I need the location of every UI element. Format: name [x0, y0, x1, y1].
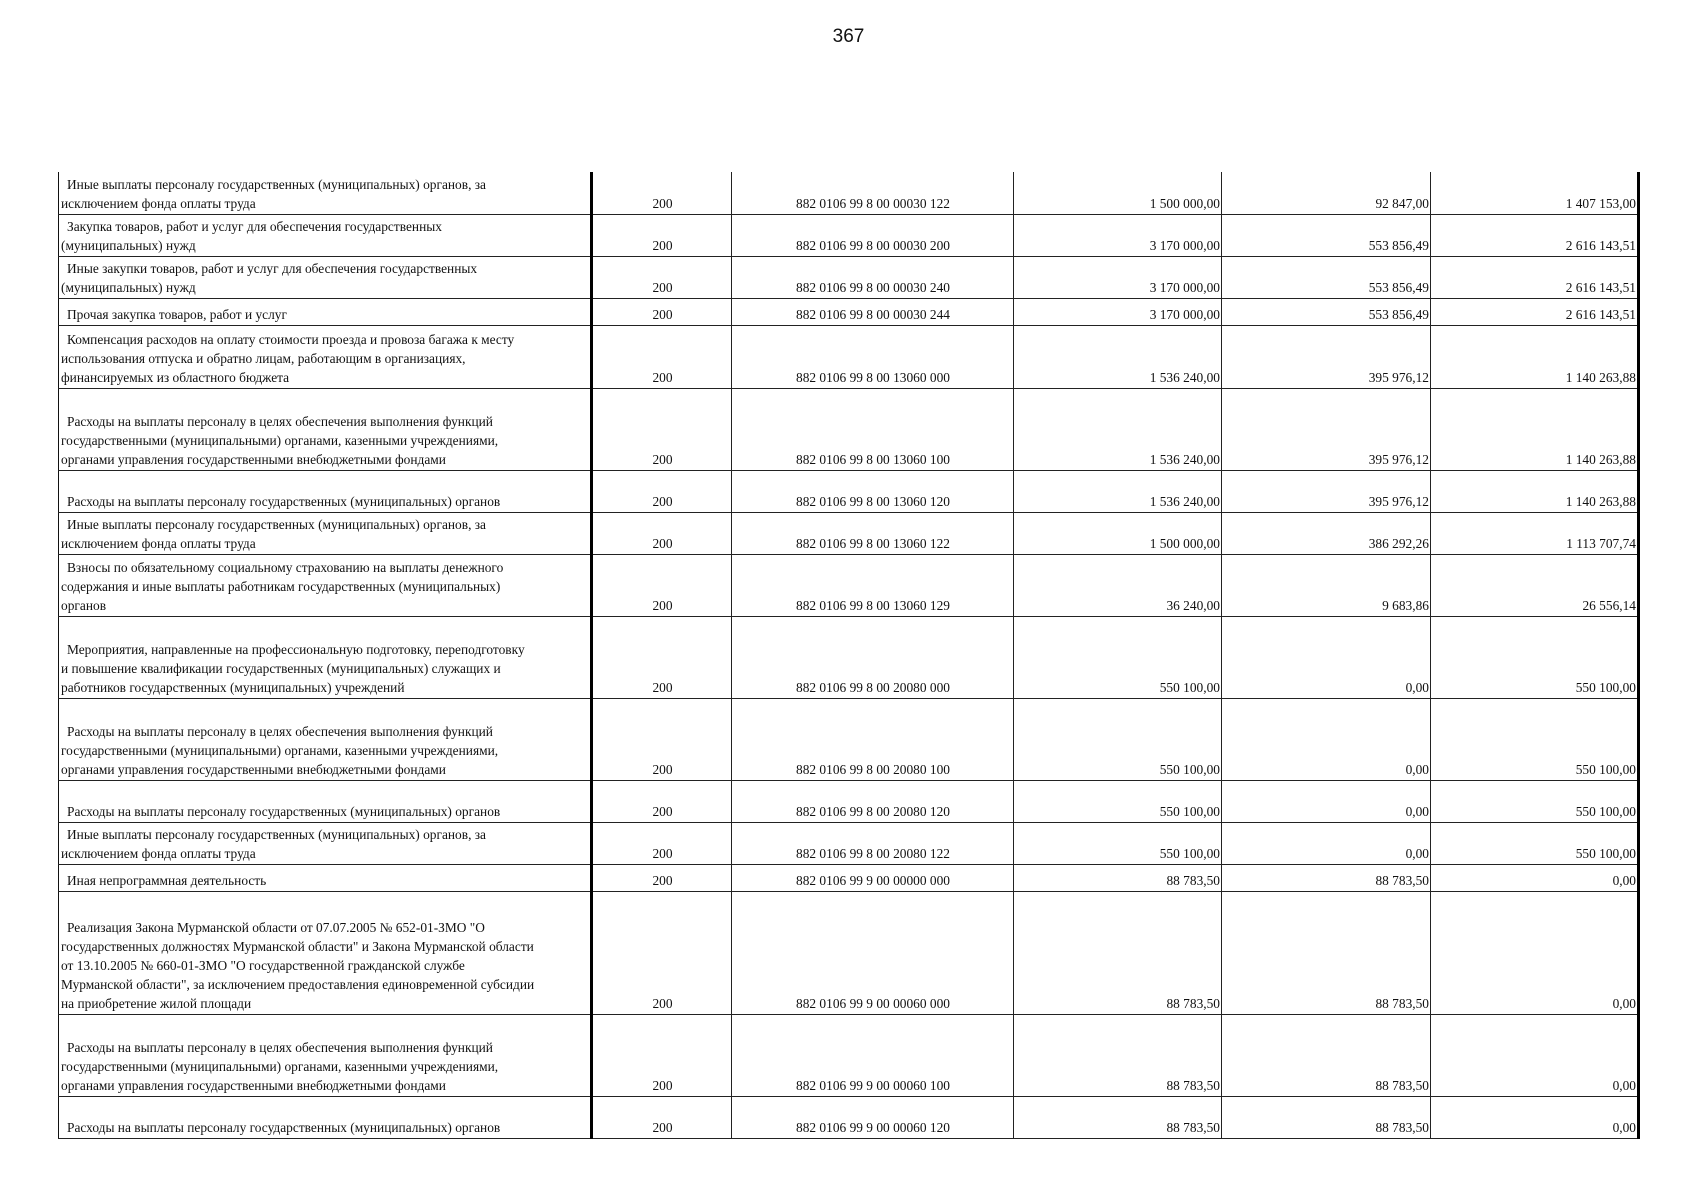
table-row — [59, 1014, 1639, 1096]
row-name-line: государственными (муниципальными) органами, казенными учреждениями, — [61, 742, 499, 758]
row-name-line: использования отпуска и обратно лицам, работающим в организациях, — [61, 350, 466, 366]
row-classification-cell: 882 0106 99 9 00 00060 120 — [732, 1096, 1014, 1138]
row-name-line: (муниципальных) нужд — [61, 279, 196, 295]
table-row — [59, 554, 1639, 616]
row-executed-cell: 9 683,86 — [1222, 554, 1431, 616]
row-unexecuted-cell: 550 100,00 — [1431, 780, 1639, 822]
row-executed-cell: 88 783,50 — [1222, 864, 1431, 891]
row-executed-cell: 395 976,12 — [1222, 470, 1431, 512]
row-unexecuted-cell: 550 100,00 — [1431, 698, 1639, 780]
row-code-cell: 200 — [592, 822, 732, 864]
row-executed-cell: 386 292,26 — [1222, 512, 1431, 554]
row-name-line: органами управления государственными внебюджетными фондами — [61, 761, 446, 777]
row-name-line: от 13.10.2005 № 660-01-ЗМО "О государственной гражданской службе — [61, 957, 465, 973]
row-executed-cell: 92 847,00 — [1222, 172, 1431, 214]
row-name-line: Компенсация расходов на оплату стоимости проезда и провоза багажа к месту — [67, 331, 515, 347]
row-executed-cell: 395 976,12 — [1222, 388, 1431, 470]
row-approved-cell: 1 500 000,00 — [1014, 172, 1222, 214]
row-executed-cell: 0,00 — [1222, 698, 1431, 780]
table-row — [59, 698, 1639, 780]
row-code-cell: 200 — [592, 325, 732, 388]
row-approved-cell: 36 240,00 — [1014, 554, 1222, 616]
row-name-line: Иные закупки товаров, работ и услуг для обеспечения государственных — [67, 260, 478, 276]
row-name-line: и повышение квалификации государственных (муниципальных) служащих и — [61, 660, 501, 676]
row-name-line: органами управления государственными внебюджетными фондами — [61, 451, 446, 467]
row-name-line: исключением фонда оплаты труда — [61, 845, 256, 861]
row-classification-cell: 882 0106 99 8 00 00030 122 — [732, 172, 1014, 214]
row-name-line: Расходы на выплаты персоналу государственных (муниципальных) органов — [67, 803, 501, 819]
row-name-cell — [59, 298, 592, 325]
table-row — [59, 616, 1639, 698]
row-name-line: Расходы на выплаты персоналу в целях обеспечения выполнения функций — [67, 723, 493, 739]
row-name-line: Расходы на выплаты персоналу государственных (муниципальных) органов — [67, 493, 501, 509]
table-row — [59, 822, 1639, 864]
row-approved-cell: 1 536 240,00 — [1014, 388, 1222, 470]
row-name-cell — [59, 780, 592, 822]
row-approved-cell: 88 783,50 — [1014, 1014, 1222, 1096]
table-row — [59, 214, 1639, 256]
table-row — [59, 298, 1639, 325]
row-name-cell — [59, 1096, 592, 1138]
row-code-cell: 200 — [592, 214, 732, 256]
row-approved-cell: 88 783,50 — [1014, 1096, 1222, 1138]
table-row — [59, 1096, 1639, 1138]
row-name-line: органов — [61, 597, 107, 613]
row-approved-cell: 1 536 240,00 — [1014, 470, 1222, 512]
row-name-cell — [59, 388, 592, 470]
row-name-cell — [59, 1014, 592, 1096]
row-code-cell: 200 — [592, 554, 732, 616]
row-executed-cell: 553 856,49 — [1222, 256, 1431, 298]
row-name-cell — [59, 172, 592, 214]
table-row — [59, 172, 1639, 214]
budget-execution-table — [58, 172, 1640, 1139]
row-unexecuted-cell: 1 140 263,88 — [1431, 325, 1639, 388]
row-name-cell — [59, 256, 592, 298]
row-executed-cell: 553 856,49 — [1222, 298, 1431, 325]
row-name-line: государственными (муниципальными) органами, казенными учреждениями, — [61, 432, 499, 448]
row-classification-cell: 882 0106 99 8 00 20080 120 — [732, 780, 1014, 822]
row-name-line: органами управления государственными внебюджетными фондами — [61, 1077, 446, 1093]
row-name-cell — [59, 512, 592, 554]
row-name-cell — [59, 698, 592, 780]
row-approved-cell: 88 783,50 — [1014, 864, 1222, 891]
row-name-line: государственных должностях Мурманской области" и Закона Мурманской области — [61, 938, 534, 954]
row-name-cell — [59, 214, 592, 256]
table-body — [59, 172, 1639, 1138]
row-executed-cell: 88 783,50 — [1222, 1014, 1431, 1096]
row-name-line: государственными (муниципальными) органами, казенными учреждениями, — [61, 1058, 499, 1074]
row-name-line: (муниципальных) нужд — [61, 237, 196, 253]
row-code-cell: 200 — [592, 388, 732, 470]
row-classification-cell: 882 0106 99 9 00 00000 000 — [732, 864, 1014, 891]
row-unexecuted-cell: 1 140 263,88 — [1431, 470, 1639, 512]
table-row — [59, 388, 1639, 470]
row-name-cell — [59, 822, 592, 864]
row-executed-cell: 0,00 — [1222, 780, 1431, 822]
row-unexecuted-cell: 2 616 143,51 — [1431, 214, 1639, 256]
row-classification-cell: 882 0106 99 8 00 20080 100 — [732, 698, 1014, 780]
row-unexecuted-cell: 0,00 — [1431, 891, 1639, 1014]
row-unexecuted-cell: 550 100,00 — [1431, 616, 1639, 698]
row-unexecuted-cell: 2 616 143,51 — [1431, 298, 1639, 325]
row-unexecuted-cell: 26 556,14 — [1431, 554, 1639, 616]
row-executed-cell: 553 856,49 — [1222, 214, 1431, 256]
row-name-line: финансируемых из областного бюджета — [61, 369, 290, 385]
row-name-line: Иные выплаты персоналу государственных (муниципальных) органов, за — [67, 826, 487, 842]
row-executed-cell: 395 976,12 — [1222, 325, 1431, 388]
row-code-cell: 200 — [592, 470, 732, 512]
row-classification-cell: 882 0106 99 8 00 00030 240 — [732, 256, 1014, 298]
row-name-line: Закупка товаров, работ и услуг для обеспечения государственных — [67, 218, 442, 234]
row-approved-cell: 3 170 000,00 — [1014, 298, 1222, 325]
row-approved-cell: 1 500 000,00 — [1014, 512, 1222, 554]
row-executed-cell: 0,00 — [1222, 616, 1431, 698]
row-classification-cell: 882 0106 99 8 00 13060 000 — [732, 325, 1014, 388]
row-classification-cell: 882 0106 99 8 00 20080 000 — [732, 616, 1014, 698]
row-approved-cell: 1 536 240,00 — [1014, 325, 1222, 388]
row-approved-cell: 550 100,00 — [1014, 698, 1222, 780]
row-name-cell — [59, 616, 592, 698]
table-row — [59, 864, 1639, 891]
row-unexecuted-cell: 550 100,00 — [1431, 822, 1639, 864]
row-unexecuted-cell: 1 407 153,00 — [1431, 172, 1639, 214]
row-name-line: Реализация Закона Мурманской области от 07.07.2005 № 652-01-ЗМО "О — [67, 919, 485, 935]
row-name-line: Расходы на выплаты персоналу в целях обеспечения выполнения функций — [67, 1039, 493, 1055]
row-code-cell: 200 — [592, 1014, 732, 1096]
row-approved-cell: 3 170 000,00 — [1014, 214, 1222, 256]
row-unexecuted-cell: 0,00 — [1431, 864, 1639, 891]
row-classification-cell: 882 0106 99 9 00 00060 000 — [732, 891, 1014, 1014]
row-unexecuted-cell: 2 616 143,51 — [1431, 256, 1639, 298]
row-approved-cell: 550 100,00 — [1014, 780, 1222, 822]
row-code-cell: 200 — [592, 256, 732, 298]
row-name-line: Иная непрограммная деятельность — [67, 872, 267, 888]
row-classification-cell: 882 0106 99 8 00 13060 129 — [732, 554, 1014, 616]
row-classification-cell: 882 0106 99 8 00 00030 244 — [732, 298, 1014, 325]
row-approved-cell: 3 170 000,00 — [1014, 256, 1222, 298]
row-code-cell: 200 — [592, 1096, 732, 1138]
row-name-line: Иные выплаты персоналу государственных (муниципальных) органов, за — [67, 516, 487, 532]
page-number: 367 — [832, 26, 865, 47]
row-classification-cell: 882 0106 99 8 00 13060 122 — [732, 512, 1014, 554]
row-name-line: работников государственных (муниципальных) учреждений — [61, 679, 405, 695]
row-name-line: Мурманской области", за исключением предоставления единовременной субсидии — [61, 976, 535, 992]
row-approved-cell: 550 100,00 — [1014, 822, 1222, 864]
table-row — [59, 470, 1639, 512]
row-classification-cell: 882 0106 99 8 00 13060 120 — [732, 470, 1014, 512]
row-code-cell: 200 — [592, 780, 732, 822]
row-unexecuted-cell: 1 113 707,74 — [1431, 512, 1639, 554]
table-row — [59, 780, 1639, 822]
row-classification-cell: 882 0106 99 8 00 00030 200 — [732, 214, 1014, 256]
table-row — [59, 256, 1639, 298]
row-name-line: содержания и иные выплаты работникам государственных (муниципальных) — [61, 578, 501, 594]
row-code-cell: 200 — [592, 616, 732, 698]
row-code-cell: 200 — [592, 864, 732, 891]
table-row — [59, 325, 1639, 388]
row-name-line: исключением фонда оплаты труда — [61, 195, 256, 211]
row-unexecuted-cell: 1 140 263,88 — [1431, 388, 1639, 470]
row-unexecuted-cell: 0,00 — [1431, 1014, 1639, 1096]
row-classification-cell: 882 0106 99 8 00 20080 122 — [732, 822, 1014, 864]
row-name-line: исключением фонда оплаты труда — [61, 535, 256, 551]
row-approved-cell: 550 100,00 — [1014, 616, 1222, 698]
row-executed-cell: 88 783,50 — [1222, 891, 1431, 1014]
row-unexecuted-cell: 0,00 — [1431, 1096, 1639, 1138]
row-classification-cell: 882 0106 99 8 00 13060 100 — [732, 388, 1014, 470]
row-classification-cell: 882 0106 99 9 00 00060 100 — [732, 1014, 1014, 1096]
row-code-cell: 200 — [592, 698, 732, 780]
row-name-cell — [59, 470, 592, 512]
row-name-line: Расходы на выплаты персоналу в целях обеспечения выполнения функций — [67, 413, 493, 429]
table-row — [59, 891, 1639, 1014]
row-executed-cell: 0,00 — [1222, 822, 1431, 864]
row-name-cell — [59, 864, 592, 891]
row-name-line: Расходы на выплаты персоналу государственных (муниципальных) органов — [67, 1119, 501, 1135]
row-code-cell: 200 — [592, 891, 732, 1014]
row-executed-cell: 88 783,50 — [1222, 1096, 1431, 1138]
row-approved-cell: 88 783,50 — [1014, 891, 1222, 1014]
row-name-cell — [59, 325, 592, 388]
row-name-line: Мероприятия, направленные на профессиональную подготовку, переподготовку — [67, 641, 525, 657]
row-name-line: Иные выплаты персоналу государственных (муниципальных) органов, за — [67, 176, 487, 192]
table-row — [59, 512, 1639, 554]
row-name-line: Взносы по обязательному социальному страхованию на выплаты денежного — [67, 559, 504, 575]
row-name-cell — [59, 554, 592, 616]
row-code-cell: 200 — [592, 298, 732, 325]
row-name-line: Прочая закупка товаров, работ и услуг — [67, 306, 287, 322]
row-code-cell: 200 — [592, 172, 732, 214]
row-name-cell — [59, 891, 592, 1014]
row-code-cell: 200 — [592, 512, 732, 554]
row-name-line: на приобретение жилой площади — [61, 995, 252, 1011]
